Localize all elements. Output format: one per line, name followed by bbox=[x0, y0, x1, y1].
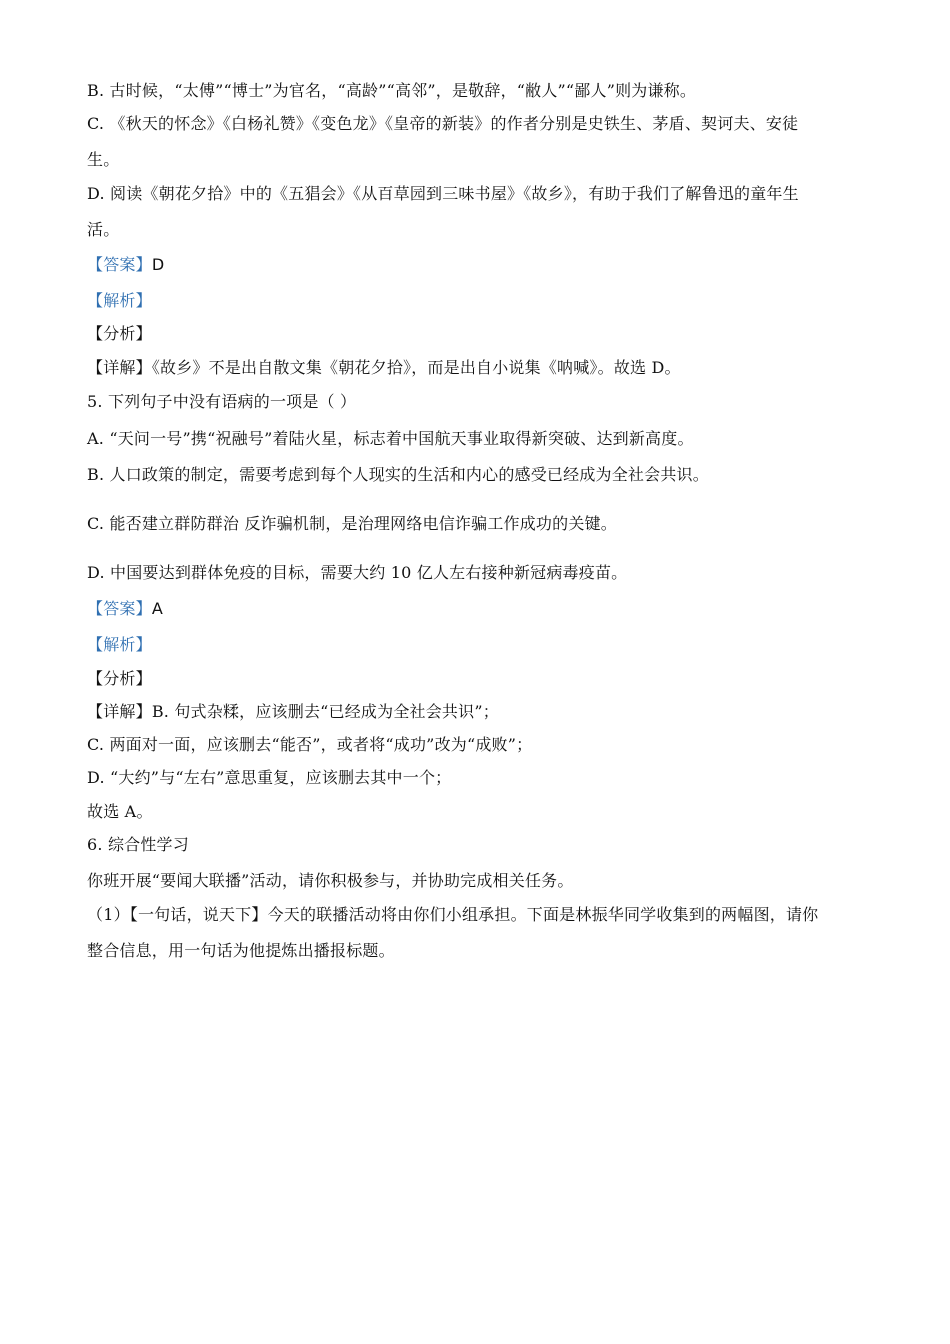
q5-detail-d: D. “大约”与“左右”意思重复，应该删去其中一个； bbox=[87, 768, 452, 787]
q5-analysis-label: 【解析】 bbox=[87, 635, 152, 654]
q5-conclusion: 故选 A。 bbox=[87, 802, 153, 821]
q4-answer-label: 【答案】 bbox=[87, 255, 152, 274]
q5-answer-label: 【答案】 bbox=[87, 599, 152, 618]
q5-detail-c: C. 两面对一面，应该删去“能否”，或者将“成功”改为“成败”； bbox=[87, 735, 533, 754]
q5-option-b: B. 人口政策的制定，需要考虑到每个人现实的生活和内心的感受已经成为全社会共识。 bbox=[87, 465, 709, 484]
q4-option-b: B. 古时候，“太傅”“博士”为官名，“高龄”“高邻”，是敬辞，“敝人”“鄙人”则为谦称。 bbox=[87, 81, 697, 100]
q4-detail-text: 《故乡》不是出自散文集《朝花夕拾》，而是出自小说集《呐喊》。故选 D。 bbox=[151, 358, 681, 377]
q6-task1-line1: （1）【一句话，说天下】今天的联播活动将由你们小组承担。下面是林振华同学收集到的两幅图，请你 bbox=[87, 905, 819, 924]
q4-option-c-line1: C. 《秋天的怀念》《白杨礼赞》《变色龙》《皇帝的新装》的作者分别是史铁生、茅盾、契诃夫、安徒 bbox=[87, 114, 799, 133]
q6-task1-line2: 整合信息，用一句话为他提炼出播报标题。 bbox=[87, 941, 395, 960]
q5-detail-label: 【详解】 bbox=[87, 702, 152, 721]
q5-answer-value: A bbox=[151, 599, 163, 618]
q4-detail bbox=[87, 357, 857, 379]
q4-answer bbox=[87, 254, 857, 276]
q6-title: 6. 综合性学习 bbox=[87, 835, 189, 854]
q5-answer bbox=[87, 598, 857, 620]
q4-detail-label: 【详解】 bbox=[87, 358, 152, 377]
q5-option-d: D. 中国要达到群体免疫的目标，需要大约 10 亿人左右接种新冠病毒疫苗。 bbox=[87, 563, 628, 582]
q4-answer-value: D bbox=[151, 255, 165, 274]
q4-option-c-line2: 生。 bbox=[87, 150, 120, 169]
q4-fenxi-label: 【分析】 bbox=[87, 324, 152, 343]
q5-detail-b-text: B. 句式杂糅，应该删去“已经成为全社会共识”； bbox=[151, 702, 499, 721]
q5-option-c: C. 能否建立群防群治 反诈骗机制，是治理网络电信诈骗工作成功的关键。 bbox=[87, 514, 617, 533]
q4-option-d-line1: D. 阅读《朝花夕拾》中的《五猖会》《从百草园到三味书屋》《故乡》，有助于我们了解鲁迅的童年生 bbox=[87, 184, 799, 203]
q5-detail-b bbox=[87, 701, 857, 723]
q4-analysis-label: 【解析】 bbox=[87, 291, 152, 310]
q4-option-d-line2: 活。 bbox=[87, 220, 120, 239]
q5-option-a: A. “天问一号”携“祝融号”着陆火星，标志着中国航天事业取得新突破、达到新高度。 bbox=[87, 429, 694, 448]
q5-question: 5. 下列句子中没有语病的一项是（ ） bbox=[87, 392, 357, 411]
q6-intro: 你班开展“要闻大联播”活动，请你积极参与，并协助完成相关任务。 bbox=[87, 871, 574, 890]
q5-fenxi-label: 【分析】 bbox=[87, 669, 152, 688]
